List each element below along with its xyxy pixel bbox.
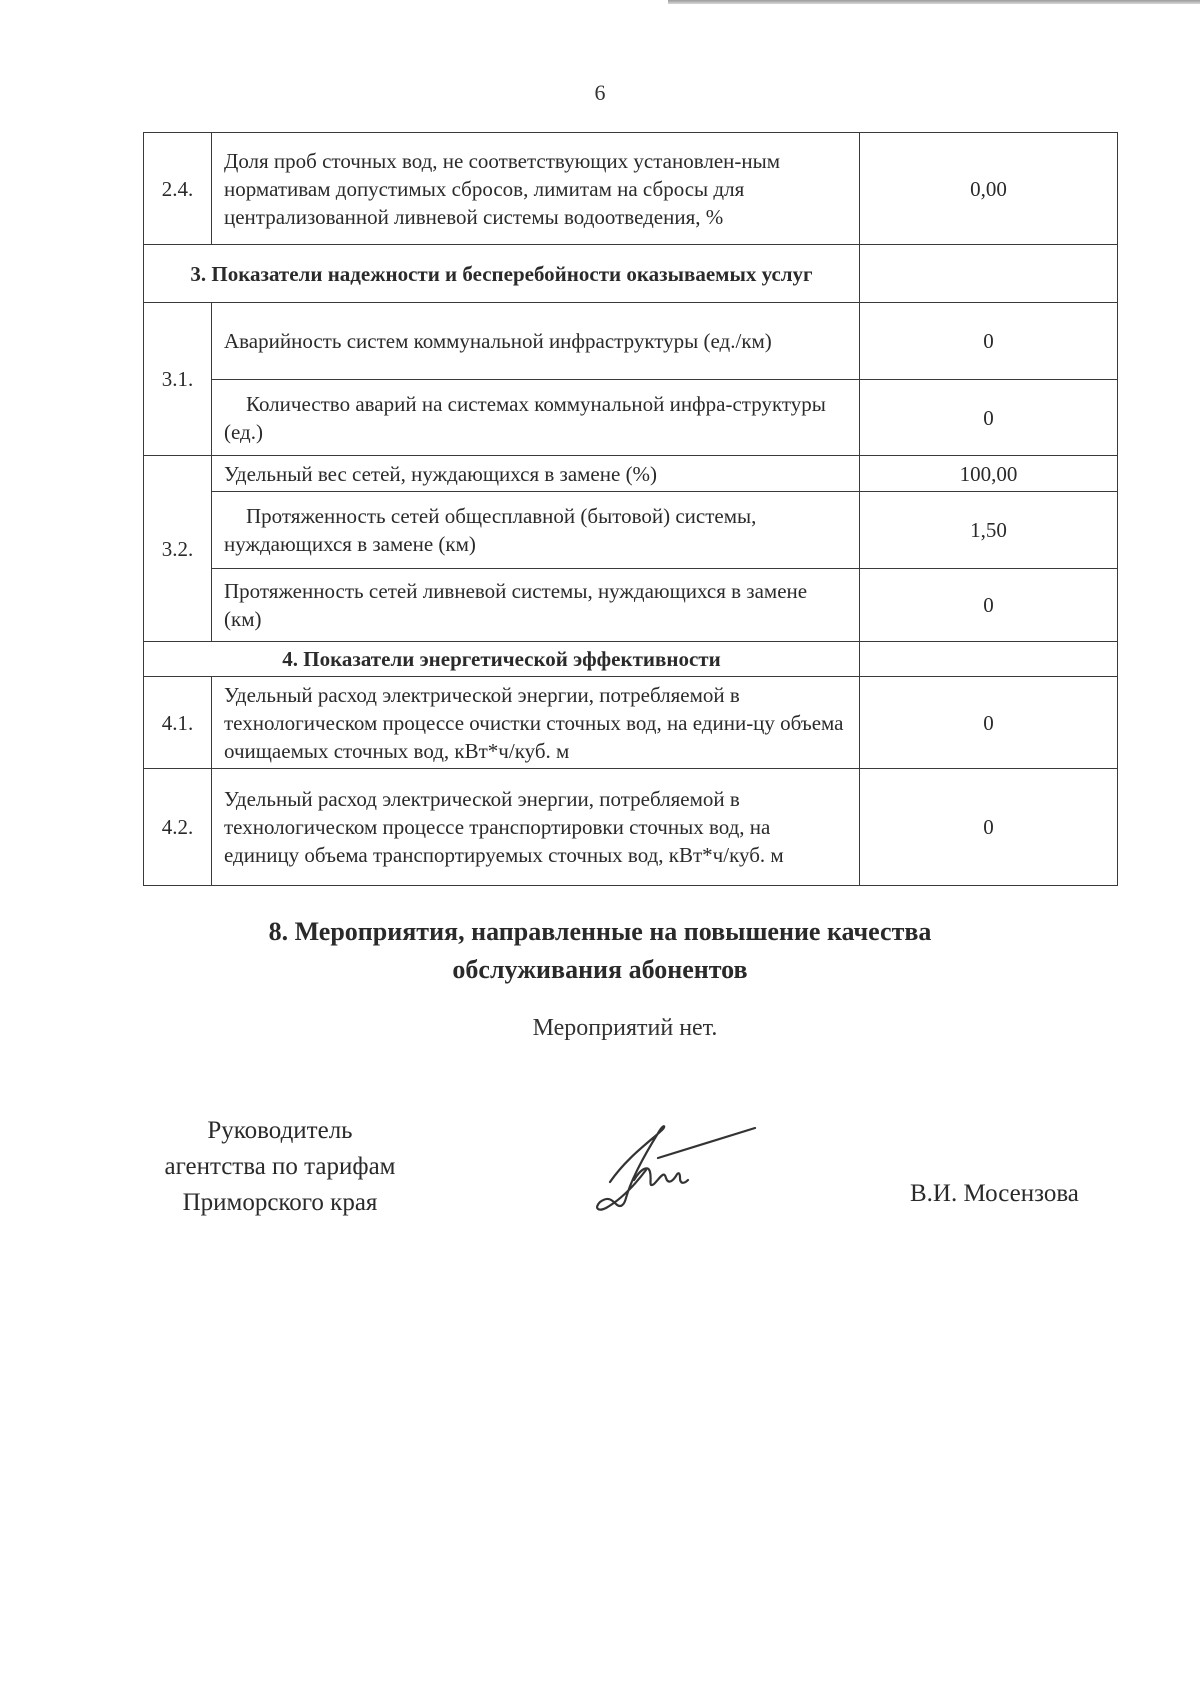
scan-edge-line — [668, 0, 1200, 4]
row-description: Количество аварий на системах коммунальной инфра-структуры (ед.) — [212, 380, 860, 456]
signatory-name: В.И. Мосензова — [910, 1180, 1079, 1207]
section-8-heading-line: обслуживания абонентов — [452, 955, 748, 984]
table-row — [144, 492, 1118, 569]
table-row — [144, 769, 1118, 886]
indicators-table — [143, 132, 1118, 886]
no-events-text: Мероприятий нет. — [532, 1015, 718, 1041]
page-number: 6 — [594, 80, 606, 105]
section-8-heading — [0, 913, 1200, 989]
table-row — [144, 380, 1118, 456]
row-number: 3.2. — [144, 456, 212, 642]
section-8-heading-line: 8. Мероприятия, направленные на повышение качества — [268, 917, 932, 946]
row-value: 0 — [860, 380, 1118, 456]
empty-value-cell — [860, 642, 1118, 677]
row-description: Удельный расход электрической энергии, потребляемой в технологическом процессе транспортировки сточных вод, на единицу объема транспортируемых сточных вод, кВт*ч/куб. м — [212, 769, 860, 886]
section-row — [144, 642, 1118, 677]
empty-value-cell — [860, 245, 1118, 303]
table-row — [144, 133, 1118, 245]
row-value: 1,50 — [860, 492, 1118, 569]
row-description: Удельный расход электрической энергии, потребляемой в технологическом процессе очистки сточных вод, на едини-цу объема очищаемых сточных вод, кВт*ч/куб. м — [212, 677, 860, 769]
table-row — [144, 677, 1118, 769]
row-description: Аварийность систем коммунальной инфраструктуры (ед./км) — [212, 303, 860, 380]
row-description: Протяженность сетей ливневой системы, нуждающихся в замене (км) — [212, 569, 860, 642]
signatory-title-line: Руководитель — [207, 1117, 353, 1144]
row-value: 0 — [860, 769, 1118, 886]
handwritten-signature — [580, 1120, 760, 1220]
section-title: 4. Показатели энергетической эффективности — [144, 642, 860, 677]
row-value: 0 — [860, 569, 1118, 642]
signatory-title-line: Приморского края — [182, 1189, 378, 1216]
section-row — [144, 245, 1118, 303]
row-description: Протяженность сетей общесплавной (бытовой) системы, нуждающихся в замене (км) — [212, 492, 860, 569]
signatory-title — [130, 1113, 430, 1221]
row-value: 0 — [860, 303, 1118, 380]
row-number: 2.4. — [144, 133, 212, 245]
signatory-title-line: агентства по тарифам — [164, 1153, 396, 1180]
row-number: 3.1. — [144, 303, 212, 456]
row-value: 100,00 — [860, 456, 1118, 492]
section-title: 3. Показатели надежности и бесперебойности оказываемых услуг — [144, 245, 860, 303]
table-row — [144, 456, 1118, 492]
row-description: Доля проб сточных вод, не соответствующих установлен-ным нормативам допустимых сбросов, лимитам на сбросы для централизованной ливневой системы водоотведения, % — [212, 133, 860, 245]
row-value: 0,00 — [860, 133, 1118, 245]
row-description: Удельный вес сетей, нуждающихся в замене (%) — [212, 456, 860, 492]
table-row — [144, 569, 1118, 642]
row-number: 4.1. — [144, 677, 212, 769]
row-number: 4.2. — [144, 769, 212, 886]
table-row — [144, 303, 1118, 380]
row-value: 0 — [860, 677, 1118, 769]
